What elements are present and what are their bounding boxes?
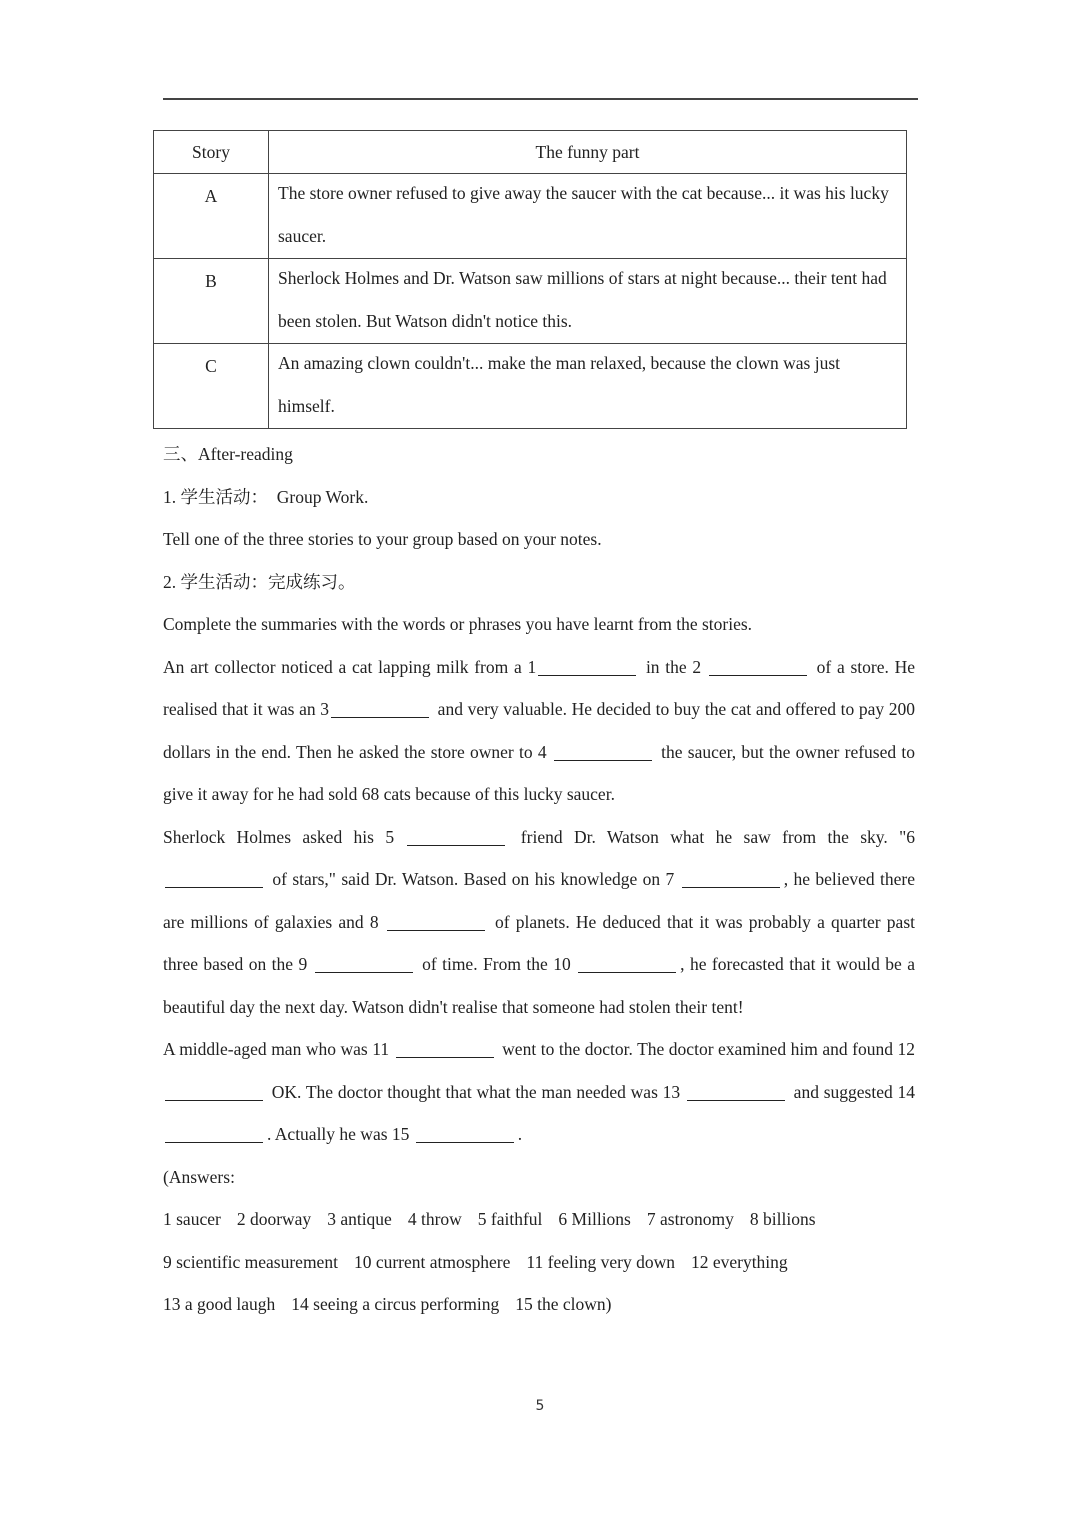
table-row: [154, 344, 907, 429]
table-cell-story: B: [154, 259, 269, 344]
blank-1: [538, 657, 636, 676]
answer: 8 billions: [749, 1209, 816, 1229]
answer: 15 the clown): [515, 1294, 612, 1314]
story-table: [153, 130, 907, 429]
activity-1-title: Group Work.: [276, 486, 369, 507]
table-row: [154, 259, 907, 344]
answer: 3 antique: [327, 1209, 392, 1229]
summary-text: went to the doctor. The doctor examined him and found 12: [497, 1039, 915, 1059]
blank-2: [709, 657, 807, 676]
answer: 14 seeing a circus performing: [291, 1294, 500, 1314]
answer: 7 astronomy: [646, 1209, 734, 1229]
blank-10: [578, 955, 676, 974]
body-text: [163, 433, 915, 1326]
blank-6: [165, 870, 263, 889]
summary-text: OK. The doctor thought that what the man needed was 13: [267, 1081, 685, 1102]
summary-text: and suggested 14: [788, 1081, 915, 1102]
table-header-row: [154, 131, 907, 174]
answer: 2 doorway: [236, 1209, 312, 1229]
activity-1-label: 1. 学生活动：: [163, 486, 268, 507]
answer: 5 faithful: [477, 1209, 543, 1229]
answer: 6 Millions: [558, 1209, 631, 1229]
blank-13: [687, 1082, 785, 1101]
funny-part-text: An amazing clown couldn't... make the man relaxed, because the clown was just himself.: [278, 353, 840, 416]
table-cell-story: A: [154, 174, 269, 259]
page-number: 5: [535, 1398, 545, 1414]
summary-text: of a store. He realised that it was an 3: [163, 656, 915, 719]
summary-text: of planets. He deduced that it was probably a quarter past three based on the 9: [163, 911, 915, 974]
answers-line-1: [163, 1198, 915, 1241]
blank-7: [682, 870, 780, 889]
summary-text: , he believed there are millions of galaxies and 8: [163, 869, 915, 932]
summary-text: .: [517, 1124, 523, 1144]
blank-3: [331, 700, 429, 719]
summary-text: A middle-aged man who was 11: [163, 1039, 394, 1059]
table-cell-funny-part: [269, 344, 907, 429]
table-cell-funny-part: [269, 259, 907, 344]
answer: 11 feeling very down: [526, 1251, 675, 1272]
table-cell-funny-part: [269, 174, 907, 259]
answers-label: (Answers:: [163, 1166, 235, 1187]
header-rule: [163, 98, 918, 100]
answers: [163, 1156, 915, 1326]
table-header-story: Story: [154, 131, 269, 174]
summary-text: and very valuable. He decided to buy the cat and offered to pay 200 dollars in the end. Then he asked the store owner to 4: [163, 699, 915, 762]
summary-text: of time. From the 10: [416, 954, 577, 974]
blank-8: [387, 912, 485, 931]
summary-text: An art collector noticed a cat lapping milk from a 1: [163, 656, 537, 677]
blank-11: [396, 1040, 494, 1059]
answers-line-2: [163, 1241, 915, 1284]
blank-12: [165, 1082, 263, 1101]
blank-14: [165, 1125, 263, 1144]
summary-1: [163, 646, 915, 816]
answer: 4 throw: [407, 1209, 462, 1229]
summary-text: in the 2: [640, 656, 707, 677]
table-header-funny-part: The funny part: [269, 131, 907, 174]
blank-4: [554, 742, 652, 761]
funny-part-text: The store owner refused to give away the saucer with the cat because... it was his lucky saucer.: [278, 183, 889, 246]
activity-1: [163, 476, 915, 519]
funny-part-text: Sherlock Holmes and Dr. Watson saw millions of stars at night because... their tent had been stolen. But Watson didn't notice this.: [278, 268, 887, 331]
answer: 13 a good laugh: [163, 1294, 276, 1314]
activity-2-instruction: Complete the summaries with the words or phrases you have learnt from the stories.: [163, 614, 753, 634]
activity-1-instruction: Tell one of the three stories to your group based on your notes.: [163, 529, 602, 549]
blank-5: [407, 827, 505, 846]
summary-text: friend Dr. Watson what he saw from the sky. "6: [509, 826, 915, 847]
blank-9: [315, 955, 413, 974]
section-heading: 三、After-reading: [163, 444, 293, 464]
summary-text: of stars," said Dr. Watson. Based on his knowledge on 7: [267, 869, 680, 889]
summary-text: the saucer, but the owner refused to give it away for he had sold 68 cats because of this lucky saucer.: [163, 741, 915, 804]
answer: 9 scientific measurement: [163, 1251, 338, 1272]
answer: 12 everything: [690, 1251, 788, 1272]
summary-text: Sherlock Holmes asked his 5: [163, 826, 406, 847]
summary-text: , he forecasted that it would be a beautiful day the next day. Watson didn't realise that someone had stolen their tent!: [163, 954, 915, 1017]
table-row: [154, 174, 907, 259]
summary-text: . Actually he was 15: [267, 1124, 414, 1144]
summary-3: [163, 1028, 915, 1156]
answer: 1 saucer: [163, 1209, 221, 1229]
answer: 10 current atmosphere: [353, 1251, 511, 1272]
table-cell-story: C: [154, 344, 269, 429]
blank-15: [416, 1125, 514, 1144]
activity-2-label: 2. 学生活动：完成练习。: [163, 571, 356, 592]
summary-2: [163, 816, 915, 1029]
answers-line-3: [163, 1283, 915, 1326]
